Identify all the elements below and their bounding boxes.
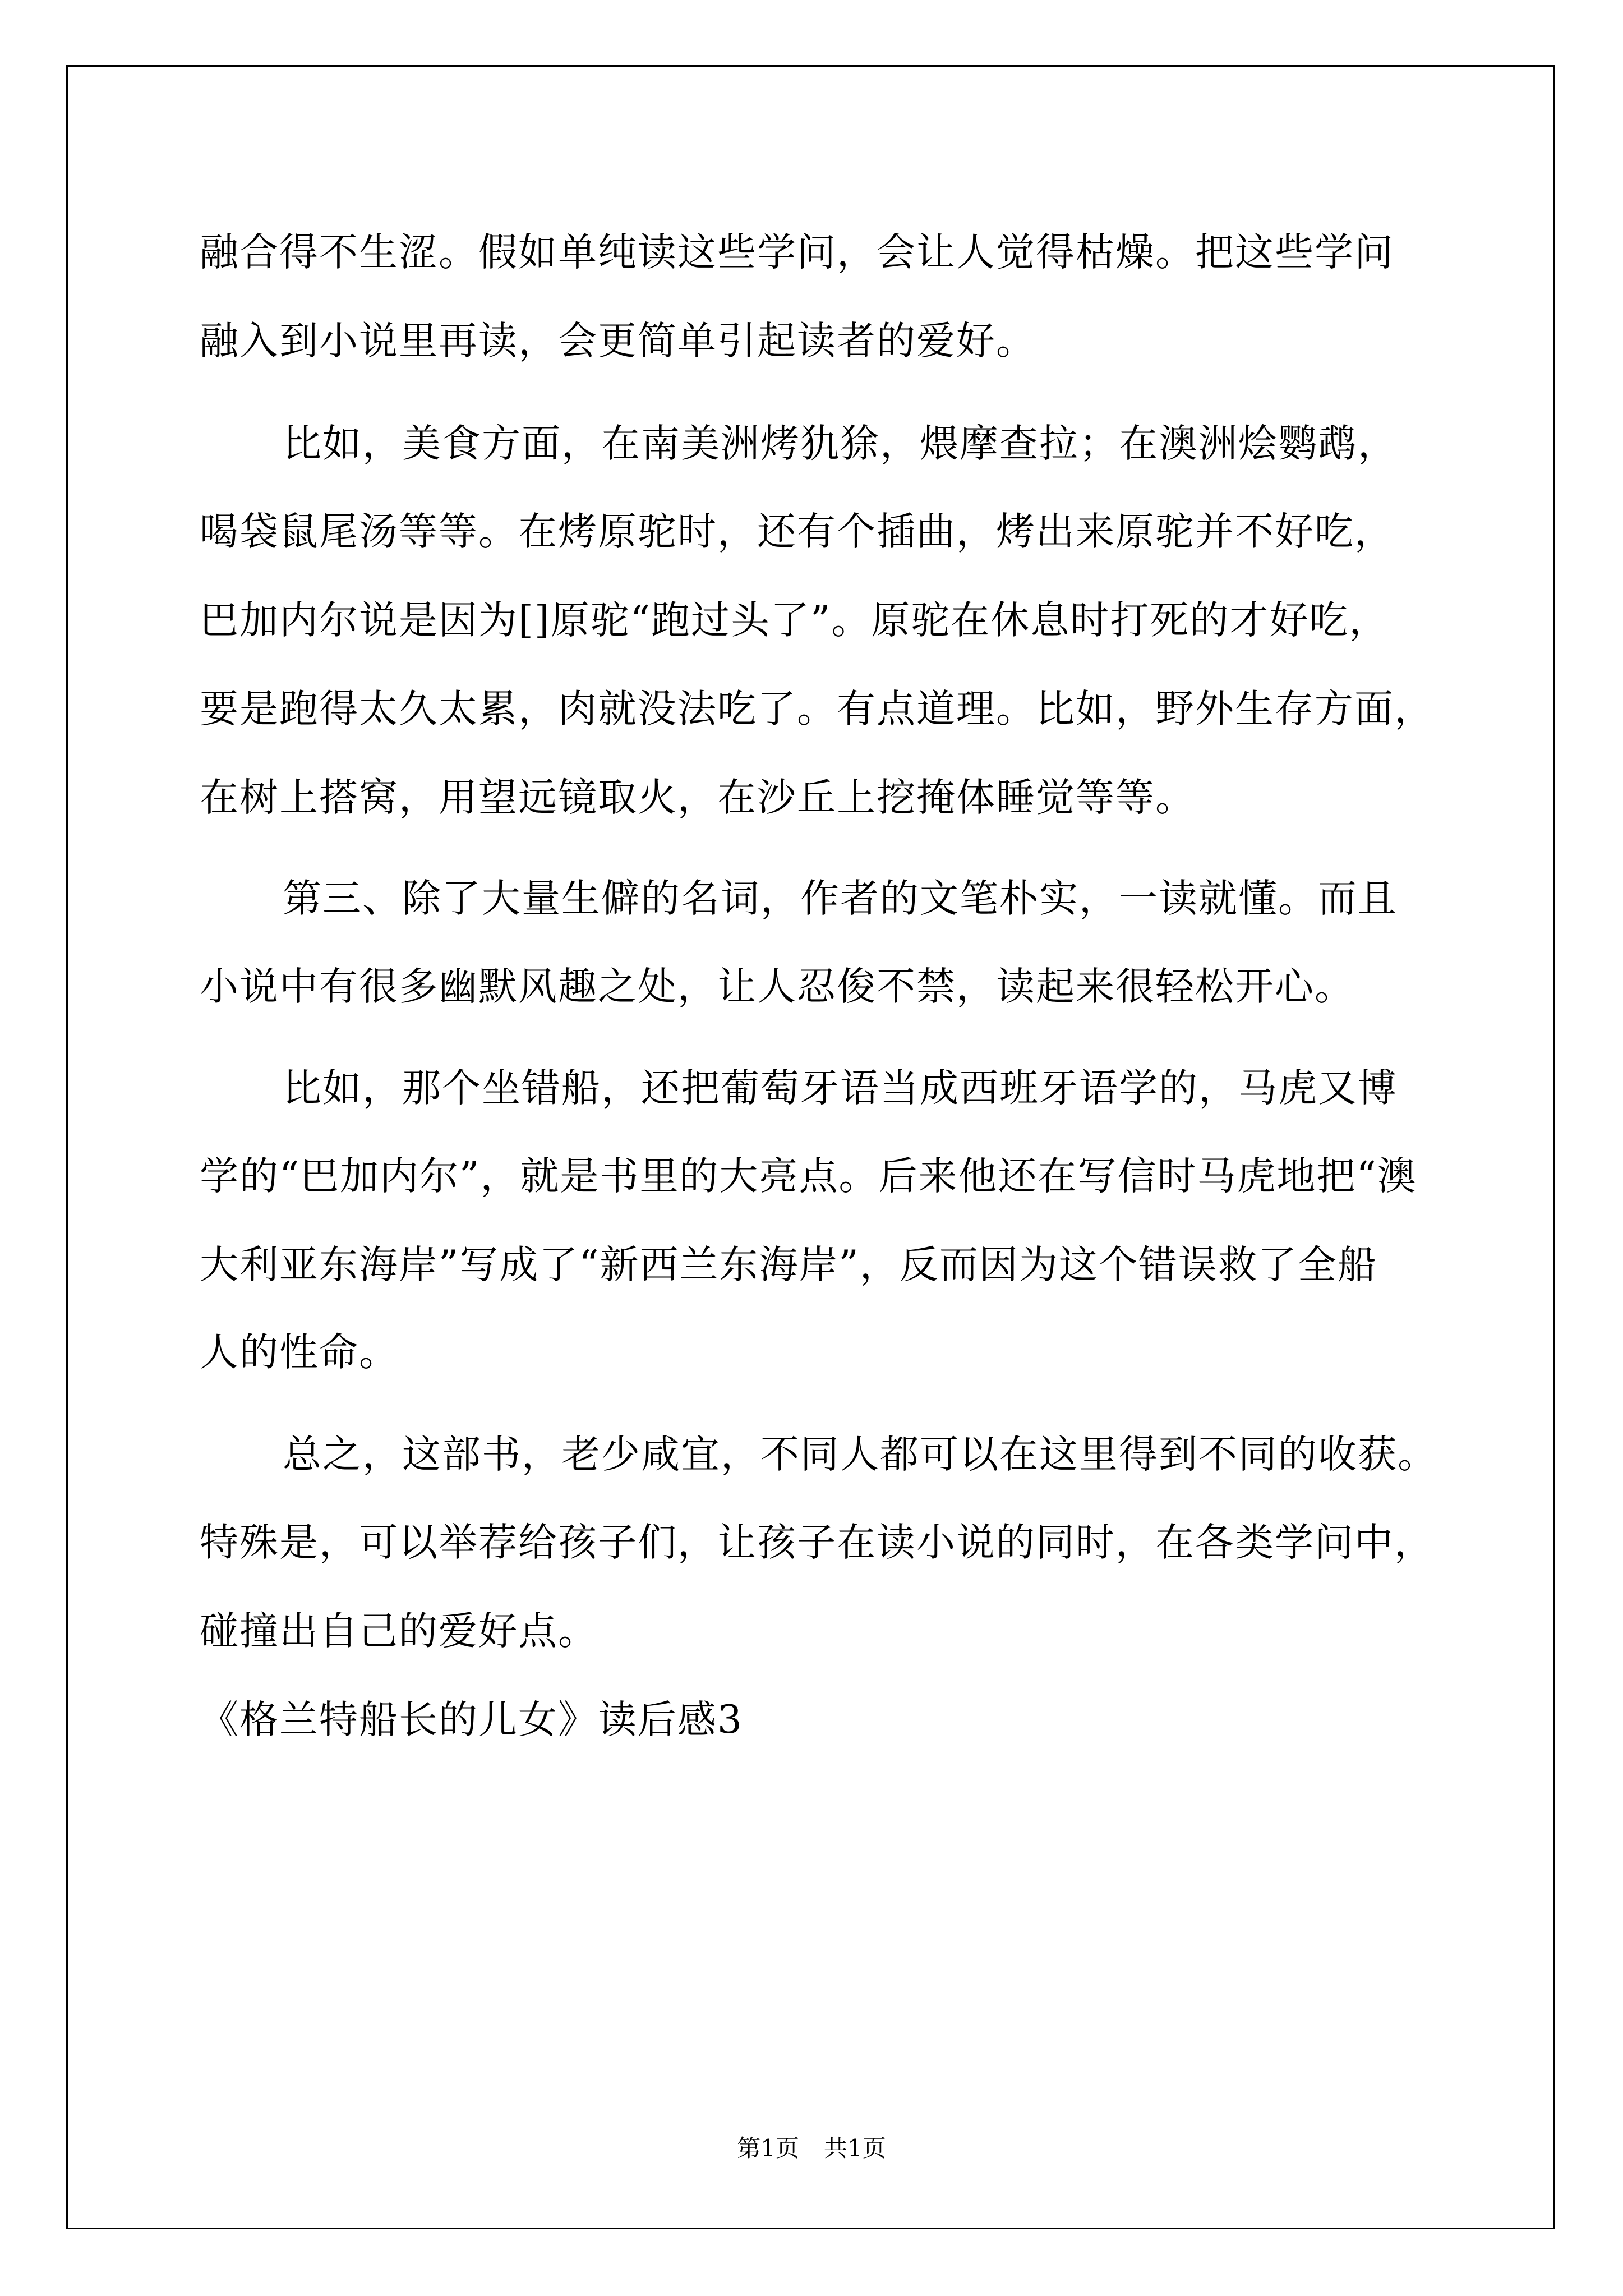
text-line: 碰撞出自己的爱好点。: [200, 1609, 598, 1654]
text-line: 特殊是，可以举荐给孩子们，让孩子在读小说的同时，在各类学问中，: [200, 1520, 1434, 1565]
section-heading: 《格兰特船长的儿女》读后感3: [200, 1697, 743, 1742]
paragraph-start-line: 比如，那个坐错船，还把葡萄牙语当成西班牙语学的，马虎又博: [283, 1066, 1398, 1111]
text-line: 在树上搭窝，用望远镜取火，在沙丘上挖掩体睡觉等等。: [200, 775, 1195, 820]
text-line: 要是跑得太久太累，肉就没法吃了。有点道理。比如，野外生存方面，: [200, 687, 1434, 731]
text-line: 人的性命。: [200, 1330, 399, 1375]
page-footer: [0, 2132, 1623, 2165]
paragraph-start-line: 第三、除了大量生僻的名词，作者的文笔朴实，一读就懂。而且: [283, 876, 1398, 921]
text-line: 小说中有很多幽默风趣之处，让人忍俊不禁，读起来很轻松开心。: [200, 964, 1354, 1009]
page-total: 共1页: [824, 2134, 886, 2162]
text-line: 巴加内尔说是因为[]原驼“跑过头了”。原驼在休息时打死的才好吃，: [200, 598, 1389, 643]
text-line: 喝袋鼠尾汤等等。在烤原驼时，还有个插曲，烤出来原驼并不好吃，: [200, 509, 1394, 554]
paragraph-start-line: 比如，美食方面，在南美洲烤犰狳，煨摩查拉；在澳洲烩鹦鹉，: [283, 421, 1398, 466]
page-number: 第1页: [737, 2134, 799, 2162]
text-line: 融入到小说里再读，会更简单引起读者的爱好。: [200, 319, 1036, 364]
text-line: 融合得不生涩。假如单纯读这些学问，会让人觉得枯燥。把这些学问: [200, 230, 1394, 275]
text-line: 大利亚东海岸”写成了“新西兰东海岸”，反而因为这个错误救了全船: [200, 1243, 1377, 1287]
text-line: 学的“巴加内尔”，就是书里的大亮点。后来他还在写信时马虎地把“澳: [200, 1154, 1417, 1199]
page-border: [66, 65, 1555, 2229]
paragraph-start-line: 总之，这部书，老少咸宜，不同人都可以在这里得到不同的收获。: [283, 1432, 1437, 1477]
